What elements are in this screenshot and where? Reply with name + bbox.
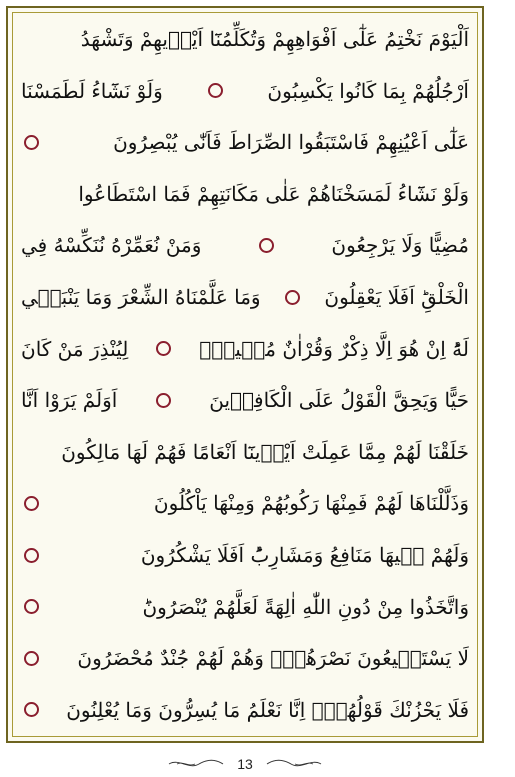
- ayah-end-marker-icon: [156, 341, 171, 356]
- page-footer: [0, 752, 490, 776]
- text-line: [21, 122, 469, 162]
- ayah-end-marker-icon: [24, 135, 39, 150]
- ayah-end-marker-icon: [208, 83, 223, 98]
- verse-text: لَا يَسْتَط۪يعُونَ نَصْرَهُمْۙ وَهُمْ لَهُمْ جُنْدٌ مُحْضَرُونَ: [77, 646, 469, 671]
- ayah-end-marker-icon: [259, 238, 274, 253]
- text-line: [21, 587, 469, 627]
- verse-text: وَمَا عَلَّمْنَاهُ الشِّعْرَ وَمَا يَنْبَغ۪ي: [21, 285, 261, 310]
- verse-text: لِيُنْذِرَ مَنْ كَانَ: [21, 336, 129, 361]
- text-line: [21, 19, 469, 59]
- verse-text: مُضِيًّا وَلَا يَرْجِعُونَ: [331, 233, 469, 258]
- verse-text: حَيًّا وَيَحِقَّ الْقَوْلُ عَلَى الْكَافِر۪ينَ: [209, 388, 469, 413]
- text-line: [21, 483, 469, 523]
- text-line: [21, 638, 469, 678]
- ayah-end-marker-icon: [285, 290, 300, 305]
- text-line: [21, 432, 469, 472]
- verse-text: وَلَوْ نَشَٓاءُ لَمَسَخْنَاهُمْ عَلٰى مَكَانَتِهِمْ فَمَا اسْتَطَاعُوا: [78, 181, 469, 206]
- verse-text: لَهُؕ اِنْ هُوَ اِلَّا ذِكْرٌ وَقُرْاٰنٌ مُب۪ينٌۙ: [199, 336, 469, 361]
- ornament-right-icon: [265, 757, 323, 771]
- text-line: [21, 690, 469, 730]
- verse-text: اَوَلَمْ يَرَوْا اَنَّا: [21, 388, 118, 413]
- ayah-end-marker-icon: [24, 548, 39, 563]
- verse-text: وَلَوْ نَشَٓاءُ لَطَمَسْنَا: [21, 78, 163, 103]
- verse-text: خَلَقْنَا لَهُمْ مِمَّا عَمِلَتْ اَيْد۪ينَٓا اَنْعَامًا فَهُمْ لَهَا مَالِكُونَ: [61, 439, 469, 464]
- text-line: [21, 225, 469, 265]
- text-line: [21, 535, 469, 575]
- ayah-end-marker-icon: [24, 599, 39, 614]
- verse-text: وَمَنْ نُعَمِّرْهُ نُنَكِّسْهُ فِي: [21, 233, 202, 258]
- page-frame: [6, 6, 484, 743]
- ayah-end-marker-icon: [156, 393, 171, 408]
- verse-text: وَذَلَّلْنَاهَا لَهُمْ فَمِنْهَا رَكُوبُهُمْ وَمِنْهَا يَاْكُلُونَ: [153, 491, 469, 516]
- ayah-end-marker-icon: [24, 702, 39, 717]
- verse-text: فَلَا يَحْزُنْكَ قَوْلُهُمْۢ اِنَّا نَعْلَمُ مَا يُسِرُّونَ وَمَا يُعْلِنُونَ: [66, 697, 469, 722]
- verse-text: الْخَلْقِؕ اَفَلَا يَعْقِلُونَ: [324, 285, 469, 310]
- text-line: [21, 174, 469, 214]
- verse-text: وَلَهُمْ ف۪يهَا مَنَافِعُ وَمَشَارِبُؕ اَفَلَا يَشْكُرُونَ: [140, 543, 469, 568]
- text-line: [21, 329, 469, 369]
- verse-text: وَاتَّخَذُوا مِنْ دُونِ اللّٰهِ اٰلِهَةً لَعَلَّهُمْ يُنْصَرُونَؕ: [142, 594, 469, 619]
- verse-text: اَلْيَوْمَ نَخْتِمُ عَلٰٓى اَفْوَاهِهِمْ وَتُكَلِّمُنَٓا اَيْد۪يهِمْ وَتَشْهَدُ: [80, 27, 469, 51]
- text-line: [21, 71, 469, 111]
- page-frame-inner: [12, 12, 478, 737]
- page-number: 13: [237, 756, 253, 772]
- ayah-end-marker-icon: [24, 651, 39, 666]
- ayah-end-marker-icon: [24, 496, 39, 511]
- verse-text: عَلٰٓى اَعْيُنِهِمْ فَاسْتَبَقُوا الصِّرَاطَ فَاَنّٰى يُبْصِرُونَ: [113, 130, 469, 155]
- text-line: [21, 380, 469, 420]
- quran-text-block: [21, 19, 469, 730]
- ornament-left-icon: [167, 757, 225, 771]
- text-line: [21, 277, 469, 317]
- verse-text: اَرْجُلُهُمْ بِمَا كَانُوا يَكْسِبُونَ: [267, 78, 469, 103]
